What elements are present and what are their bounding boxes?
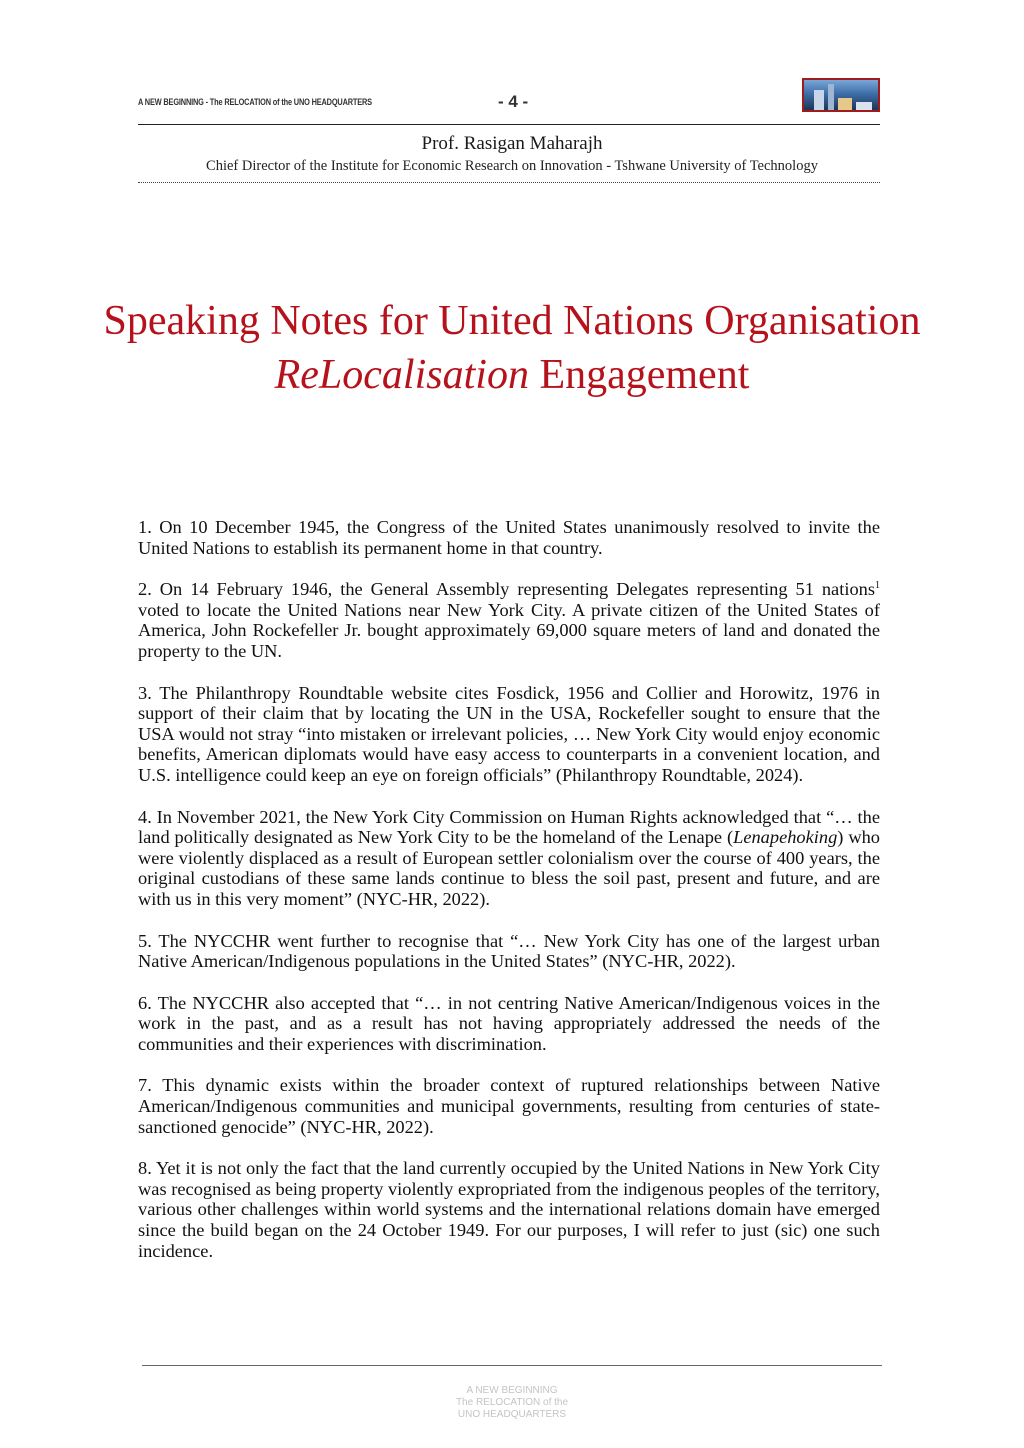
title-line-1: Speaking Notes for United Nations Organisation — [103, 298, 921, 344]
footnote-marker: 1 — [875, 580, 880, 592]
city-skyline-logo-icon — [802, 78, 880, 112]
paragraph-4-part-b: ) who were violently displaced as a result of European settler colonialism over the course of 400 years, the original custodians of these same lands continue to bless the soil past, present and future, and are with us in this very moment” (NYC-HR, 2022). — [138, 827, 880, 909]
footer-line-3: UNO HEADQUARTERS — [457, 1409, 567, 1420]
footer-line-1: A NEW BEGINNING — [466, 1385, 558, 1396]
author-name: Prof. Rasigan Maharajh — [421, 133, 603, 154]
footer — [0, 1385, 1024, 1421]
footer-divider — [142, 1365, 882, 1366]
title-line-2-rest: Engagement — [528, 352, 750, 398]
affiliation-divider — [138, 182, 880, 183]
paragraph-6: 6. The NYCCHR also accepted that “… in not centring Native American/Indigenous voices in the work in the past, and as a result has not having appropriately addressed the needs of the communities and their experiences with discrimination. — [138, 992, 880, 1054]
paragraph-2-part-a: 2. On 14 February 1946, the General Assembly representing Delegates representing 51 nations — [138, 579, 875, 600]
paragraph-7: 7. This dynamic exists within the broader context of ruptured relationships between Native American/Indigenous communities and municipal governments, resulting from centuries of state-sanctioned genocide” (NYC-HR, 2022). — [138, 1075, 880, 1137]
paragraph-4-italic: Lenapehoking — [733, 827, 838, 848]
paragraph-8: 8. Yet it is not only the fact that the land currently occupied by the United Nations in New York City was recognised as being property violently expropriated from the indigenous peoples of the territory, various other challenges within world systems and the international relations domain have emerged since the build began on the 24 October 1949. For our purposes, I will refer to just (sic) one such incidence. — [138, 1158, 880, 1261]
paragraph-3: 3. The Philanthropy Roundtable website cites Fosdick, 1956 and Collier and Horowitz, 1976 in support of their claim that by locating the UN in the USA, Rockefeller sought to ensure that the USA would not stray “into mistaken or irrelevant policies, … New York City would enjoy economic benefits, American diplomats would have easy access to counterparts in a convenient location, and U.S. intelligence could keep an eye on foreign officials” (Philanthropy Roundtable, 2024). — [138, 682, 880, 785]
title-line-2 — [0, 348, 1024, 402]
paragraph-1: 1. On 10 December 1945, the Congress of the United States unanimously resolved to invite the United Nations to establish its permanent home in that country. — [138, 517, 880, 558]
paragraph-2-part-b: voted to locate the United Nations near New York City. A private citizen of the United States of America, John Rockefeller Jr. bought approximately 69,000 square meters of land and donated the property to the UN. — [138, 599, 880, 661]
paragraph-2 — [138, 579, 880, 661]
footer-line-2: The RELOCATION of the — [455, 1397, 569, 1408]
paragraph-4 — [138, 807, 880, 910]
page-number: - 4 - — [498, 92, 529, 111]
paragraph-4-part-a: 4. In November 2021, the New York City Commission on Human Rights acknowledged that “… the land politically designated as New York City to be the homeland of the Lenape ( — [138, 806, 880, 848]
paragraph-5: 5. The NYCCHR went further to recognise that “… New York City has one of the largest urban Native American/Indigenous populations in the United States” (NYC-HR, 2022). — [138, 930, 880, 972]
running-title: A NEW BEGINNING - The RELOCATION of the UNO HEADQUARTERS — [138, 97, 372, 107]
body-text — [138, 517, 880, 1282]
page-title — [0, 294, 1024, 402]
author-affiliation: Chief Director of the Institute for Economic Research on Innovation - Tshwane University of Technology — [206, 158, 818, 174]
header-divider — [138, 124, 880, 125]
page-header — [138, 92, 880, 124]
title-italic-word: ReLocalisation — [274, 352, 529, 398]
